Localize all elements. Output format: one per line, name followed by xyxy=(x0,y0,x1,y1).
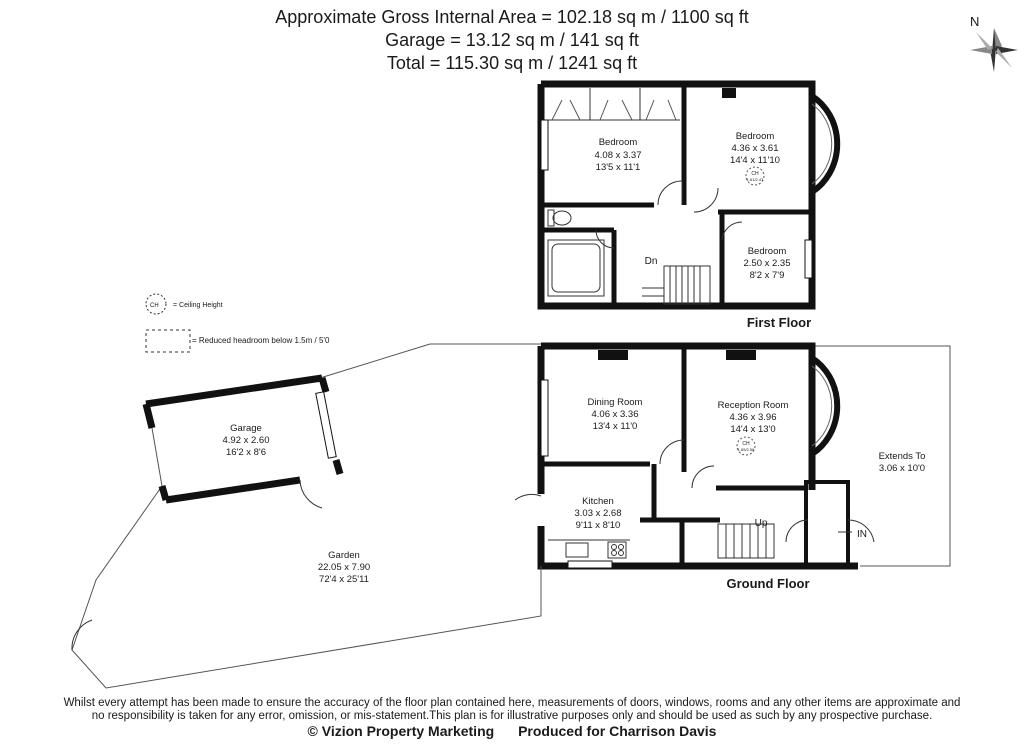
legend-reduced-text: = Reduced headroom below 1.5m / 5'0 xyxy=(192,336,330,345)
disclaimer-line1: Whilst every attempt has been made to ensure the accuracy of the floor plan contained here, measurements of doors, windows, rooms and any other items are approximate and xyxy=(63,697,961,709)
ground-floor-title: Ground Floor xyxy=(726,576,810,591)
legend-ch-symbol: CH xyxy=(150,303,159,309)
kitchen-imperial: 9'11 x 8'10 xyxy=(575,520,621,531)
reception-room-metric: 4.36 x 3.96 xyxy=(729,412,777,423)
reception-ch-value: 1.65/2.56 xyxy=(737,447,755,452)
area-title: Approximate Gross Internal Area = 102.18 sq m / 1100 sq ft xyxy=(275,7,749,27)
reception-room-imperial: 14'4 x 13'0 xyxy=(730,424,776,435)
dining-room-imperial: 13'4 x 11'0 xyxy=(592,421,638,432)
bedroom2-metric: 4.36 x 3.61 xyxy=(731,143,779,154)
ground-floor-stairs-label: Up xyxy=(754,518,768,529)
reception-ch-symbol: CH xyxy=(742,441,750,447)
garage-area: Garage = 13.12 sq m / 141 sq ft xyxy=(385,30,639,50)
legend xyxy=(146,294,330,352)
bedroom1-metric: 4.08 x 3.37 xyxy=(594,150,642,161)
first-floor-stairs-label: Dn xyxy=(644,256,658,267)
first-floor-plan xyxy=(541,84,837,330)
extends-dims: 3.06 x 10'0 xyxy=(878,463,926,474)
first-floor-title: First Floor xyxy=(746,315,812,330)
garden-imperial: 72'4 x 25'11 xyxy=(319,574,369,585)
garden-name: Garden xyxy=(328,550,360,561)
dining-room-name: Dining Room xyxy=(587,397,643,408)
compass-north-label: N xyxy=(970,14,980,29)
garden-metric: 22.05 x 7.90 xyxy=(317,562,371,573)
ground-floor-plan xyxy=(515,346,950,591)
garage-imperial: 16'2 x 8'6 xyxy=(225,447,267,458)
garage-metric: 4.92 x 2.60 xyxy=(222,435,270,446)
produced-for-text: Produced for Charrison Davis xyxy=(518,723,717,739)
bedroom2-ch-symbol: CH xyxy=(751,171,759,177)
bedroom1-name: Bedroom xyxy=(598,137,638,148)
extends-name: Extends To xyxy=(878,451,926,462)
kitchen-name: Kitchen xyxy=(582,496,614,507)
total-area: Total = 115.30 sq m / 1241 sq ft xyxy=(386,53,638,73)
entrance-label: IN xyxy=(857,529,867,540)
dining-room-metric: 4.06 x 3.36 xyxy=(591,409,639,420)
bedroom1-imperial: 13'5 x 11'1 xyxy=(595,162,641,173)
reduced-headroom-symbol xyxy=(146,330,190,352)
legend-ceiling-text: = Ceiling Height xyxy=(173,302,223,309)
bedroom2-ch-value: 1.61/2.47 xyxy=(746,177,764,182)
copyright-text: © Vizion Property Marketing xyxy=(307,723,495,739)
credits xyxy=(0,723,1024,739)
bedroom2-imperial: 14'4 x 11'10 xyxy=(730,155,780,166)
bedroom2-name: Bedroom xyxy=(735,131,775,142)
bedroom3-name: Bedroom xyxy=(747,246,787,257)
compass-icon xyxy=(970,14,1018,72)
bedroom3-imperial: 8'2 x 7'9 xyxy=(749,270,785,281)
reception-room-name: Reception Room xyxy=(717,400,789,411)
garage-name: Garage xyxy=(230,423,262,434)
disclaimer-line2: no responsibility is taken for any error, omission, or mis-statement.This plan is for illustrative purposes only and should be used as such by any prospective purchase. xyxy=(91,710,933,722)
bedroom3-metric: 2.50 x 2.35 xyxy=(743,258,791,269)
garage-plan xyxy=(146,378,342,508)
kitchen-metric: 3.03 x 2.68 xyxy=(574,508,622,519)
